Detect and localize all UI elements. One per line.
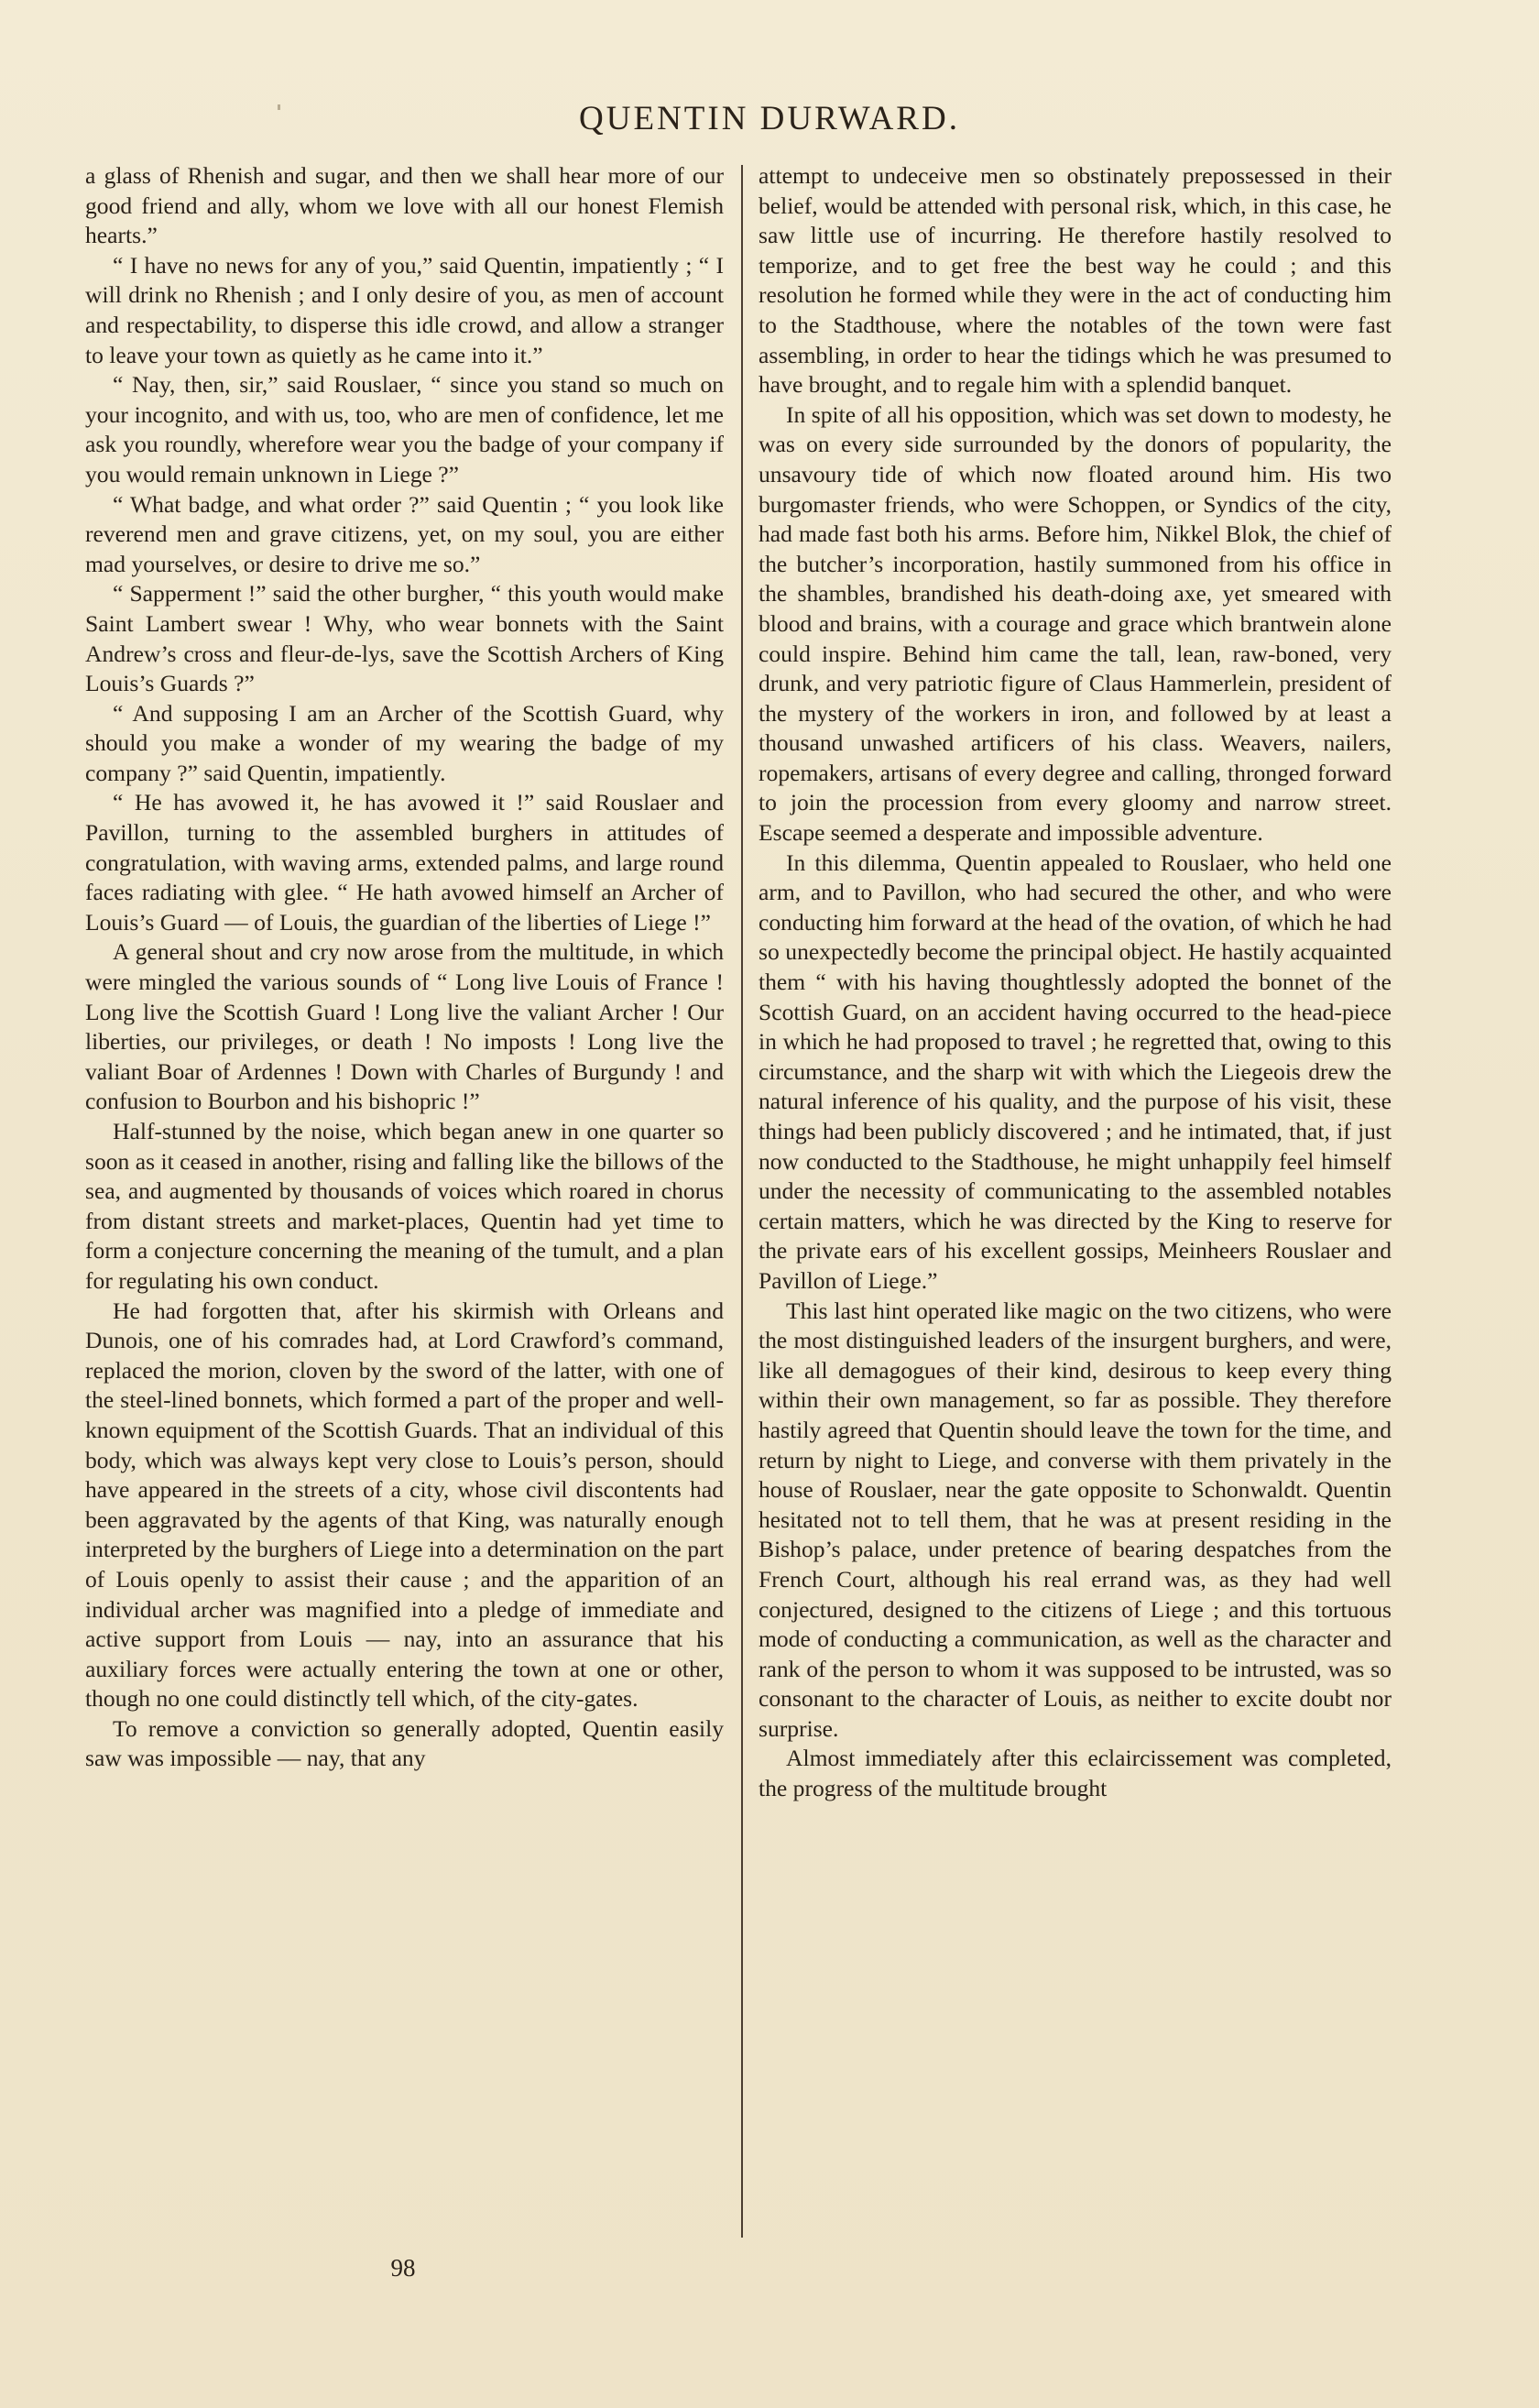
paragraph: “ Sapperment !” said the other burgher, “ this youth would make Saint Lambert swear ! Why, who wear bonnets with the Saint Andrew’s cross and fleur-de-lys, save the Scottish Archers of King Louis’s Guards ?” <box>85 580 724 697</box>
paragraph: A general shout and cry now arose from the multitude, in which were mingled the various sounds of “ Long live Louis of France ! Long live the Scottish Guard ! Long live the valiant Archer ! Our liberties, our privileges, or death ! No imposts ! Long live the valiant Boar of Ardennes ! Down with Charles of Burgundy ! and confusion to Bourbon and his bishopric !” <box>85 938 724 1115</box>
paragraph: In this dilemma, Quentin appealed to Rouslaer, who held one arm, and to Pavillon, who had secured the other, and who were conducting him forward at the head of the ovation, of which he had so unexpectedly become the principal object. He hastily acquainted them “ with his having thoughtlessly adopted the bonnet of the Scottish Guard, on an accident having occurred to the head-piece in which he had proposed to travel ; he regretted that, owing to this circumstance, and the sharp wit with which the Liegeois drew the natural inference of his quality, and the purpose of his visit, these things had been publicly discovered ; and he intimated, that, if just now conducted to the Stadthouse, he might unhappily feel himself under the necessity of communicating to the assembled notables certain matters, which he was directed by the King to reserve for the private ears of his excellent gossips, Meinheers Rouslaer and Pavillon of Liege.” <box>759 848 1392 1294</box>
paragraph: Half-stunned by the noise, which began anew in one quarter so soon as it ceased in another, rising and falling like the billows of the sea, and augmented by thousands of voices which roared in chorus from distant streets and market-places, Quentin had yet time to form a conjecture concerning the meaning of the tumult, and a plan for regulating his own conduct. <box>85 1118 724 1294</box>
paragraph: He had forgotten that, after his skirmish with Orleans and Dunois, one of his comrades had, at Lord Crawford’s command, replaced the morion, cloven by the sword of the latter, with one of the steel-lined bonnets, which formed a part of the proper and well-known equipment of the Scottish Guards. That an individual of this body, which was always kept very close to Louis’s person, should have appeared in the streets of a city, whose civil discontents had been aggravated by the agents of that King, was naturally enough interpreted by the burghers of Liege into a determination on the part of Louis openly to assist their cause ; and the apparition of an individual archer was magnified into a pledge of immediate and active support from Louis — nay, into an assurance that his auxiliary forces were actually entering the town at one or other, though no one could distinctly tell which, of the city-gates. <box>85 1297 724 1713</box>
running-head-title: QUENTIN DURWARD. <box>579 100 960 137</box>
column-divider <box>741 165 743 2238</box>
paragraph: “ And supposing I am an Archer of the Scottish Guard, why should you make a wonder of my wearing the badge of my company ?” said Quentin, impatiently. <box>85 699 724 786</box>
paragraph: Almost immediately after this eclaircissement was completed, the progress of the multitude brought <box>759 1745 1392 1802</box>
paragraph: In spite of all his opposition, which was set down to modesty, he was on every side surrounded by the donors of popularity, the unsavoury tide of which now floated around him. His two burgomaster friends, who were Schoppen, or Syndics of the city, had made fast both his arms. Before him, Nikkel Blok, the chief of the butcher’s incorporation, hastily summoned from his office in the shambles, brandished his death-doing axe, yet smeared with blood and brains, with a courage and grace which brantwein alone could inspire. Behind him came the tall, lean, raw-boned, very drunk, and very patriotic figure of Claus Hammerlein, president of the mystery of the workers in iron, and followed by at least a thousand unwashed artificers of his class. Weavers, nailers, ropemakers, artisans of every degree and calling, thronged forward to join the procession from every gloomy and narrow street. Escape seemed a desperate and impossible adventure. <box>759 400 1392 847</box>
paragraph: This last hint operated like magic on the two citizens, who were the most distinguished leaders of the insurgent burghers, and were, like all demagogues of their kind, desirous to keep every thing within their own management, so far as possible. They therefore hastily agreed that Quentin should leave the town for the time, and return by night to Liege, and converse with them privately in the house of Rouslaer, near the gate opposite to Schonwaldt. Quentin hesitated not to tell them, that he was at present residing in the Bishop’s palace, under pretence of bearing despatches from the French Court, although his real errand was, as they had well conjectured, designed to the citizens of Liege ; and this tortuous mode of conducting a communication, as well as the character and rank of the person to whom it was supposed to be intrusted, was so consonant to the character of Louis, as neither to excite doubt nor surprise. <box>759 1297 1392 1742</box>
paragraph: “ Nay, then, sir,” said Rouslaer, “ since you stand so much on your incognito, and with us, too, who are men of confidence, let me ask you roundly, wherefore wear you the badge of your company if you would remain unknown in Liege ?” <box>85 371 724 487</box>
page-number: 98 <box>390 2254 416 2282</box>
paragraph: To remove a conviction so generally adopted, Quentin easily saw was impossible — nay, that any <box>85 1714 724 1772</box>
paragraph: “ I have no news for any of you,” said Quentin, impatiently ; “ I will drink no Rhenish ; and I only desire of you, as men of account and respectability, to disperse this idle crowd, and allow a stranger to leave your town as quietly as he came into it.” <box>85 251 724 368</box>
left-text-column <box>85 161 724 2232</box>
paragraph: a glass of Rhenish and sugar, and then we shall hear more of our good friend and ally, whom we love with all our honest Flemish hearts.” <box>85 162 724 249</box>
paragraph: “ What badge, and what order ?” said Quentin ; “ you look like reverend men and grave citizens, yet, on my soul, you are either mad yourselves, or desire to drive me so.” <box>85 490 724 577</box>
right-text-column <box>759 161 1392 2232</box>
paragraph: attempt to undeceive men so obstinately prepossessed in their belief, would be attended with personal risk, which, in this case, he saw little use of incurring. He therefore hastily resolved to temporize, and to get free the best way he could ; and this resolution he formed while they were in the act of conducting him to the Stadthouse, where the notables of the town were fast assembling, in order to hear the tidings which he was presumed to have brought, and to regale him with a splendid banquet. <box>759 162 1392 399</box>
paragraph: “ He has avowed it, he has avowed it !” said Rouslaer and Pavillon, turning to the assembled burghers in attitudes of congratulation, with waving arms, extended palms, and large round faces radiating with glee. “ He hath avowed himself an Archer of Louis’s Guard — of Louis, the guardian of the liberties of Liege !” <box>85 789 724 936</box>
